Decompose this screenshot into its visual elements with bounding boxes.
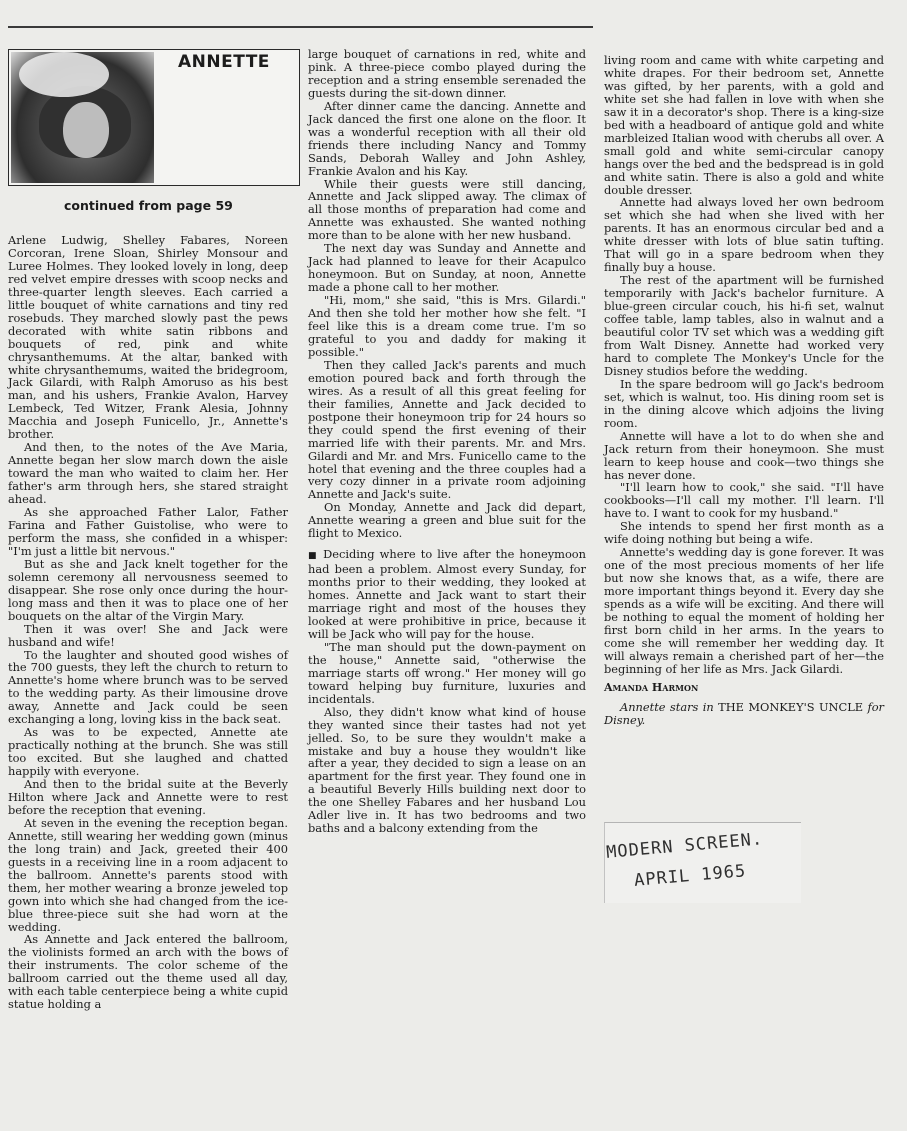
paragraph: Also, they didn't know what kind of house they wanted since their tastes had not yet jelled. So, to be sure they wouldn't make a mistake and buy a house they wouldn't like after a year, they decided to sign a lease on an apartment for the first year. They found one in a beautiful Beverly Hills building next door to the one Shelley Fabares and her husband Lou Adler live in. It has two bedrooms and two baths and a balcony extending from the <box>308 704 586 836</box>
paragraph: "Hi, mom," she said, "this is Mrs. Gilardi." And then she told her mother how she felt. "I feel like this is a dream come true. I'm so grateful to you and daddy for making it possible." <box>308 293 586 359</box>
credit-tail: for Disney. <box>604 699 885 727</box>
paragraph: Then it was over! She and Jack were husband and wife! <box>8 621 288 649</box>
article-title: ANNETTE <box>178 52 270 72</box>
handwritten-date: APRIL 1965 <box>633 861 748 891</box>
paragraph: As she approached Father Lalor, Father Farina and Father Guistolise, who were to perform the mass, she confided in a whisper: "I'm just a little bit nervous." <box>8 505 288 558</box>
credit-italic: Annette stars in <box>620 699 714 714</box>
credit-line <box>604 701 884 727</box>
paragraph: She intends to spend her first month as a wife doing nothing but being a wife. <box>604 519 884 547</box>
byline: Amanda Harmon <box>604 680 699 694</box>
paragraph: While their guests were still dancing, Annette and Jack slipped away. The climax of all those months of preparation had come and Annette was exhausted. She wanted nothing more than to be alone with her new husband. <box>308 176 586 243</box>
paragraph: And then, to the notes of the Ave Maria, Annette began her slow march down the aisle toward the man who waited to claim her. Her father's arm through hers, she stared straight ahead. <box>8 440 288 507</box>
paragraph: Annette had always loved her own bedroom set which she had when she lived with her parents. It has an enormous circular bed and a white dresser with lots of blue satin tufting. That will go in a spare bedroom when they finally buy a house. <box>604 195 884 275</box>
top-rule <box>8 26 593 28</box>
credit-title: THE MONKEY'S UNCLE <box>718 699 864 714</box>
paragraph: On Monday, Annette and Jack did depart, Annette wearing a green and blue suit for the flight to Mexico. <box>308 500 586 541</box>
paragraph: Arlene Ludwig, Shelley Fabares, Noreen Corcoran, Irene Sloan, Shirley Monsour and Luree Holmes. They looked lovely in long, deep red velvet empire dresses with scoop necks and three-quarter length sleeves. Each carried a little bouquet of white carnations and tiny red rosebuds. They marched slowly past the pews decorated with white satin ribbons and bouquets of red, pink and white chrysanthemums. At the altar, banked with white chrysanthemums, waited the bridegroom, Jack Gilardi, with Ralph Amoruso as his best man, and his ushers, Frankie Avalon, Harvey Lembeck, Ted Witzer, Frank Alesia, Johnny Macchia and Joseph Funicello, Jr., Annette's brother. <box>8 233 288 442</box>
handwritten-source: MODERN SCREEN. <box>605 829 764 863</box>
paragraph: And then to the bridal suite at the Beverly Hilton where Jack and Annette were to rest before the reception that evening. <box>8 777 288 817</box>
paragraph: Annette will have a lot to do when she and Jack return from their honeymoon. She must learn to keep house and cook—two things she has never done. <box>604 428 884 482</box>
column-middle <box>308 48 586 835</box>
column-right <box>604 54 884 727</box>
paragraph: Annette's wedding day is gone forever. It was one of the most precious moments of her life but now she knows that, as a wife, there are more important things beyond it. Every day she spends as a wife will be exciting. And there will be nothing to equal the moment of holding her first born child in her arms. In the years to come she will remember her wedding day. It will always remain a cherished part of her—the beginning of her life as Mrs. Jack Gilardi. <box>604 545 884 676</box>
paragraph: large bouquet of carnations in red, white and pink. A three-piece combo played during the reception and a string ensemble serenaded the guests during the sit-down dinner. <box>308 47 586 100</box>
paragraph: "I'll learn how to cook," she said. "I'll have cookbooks—I'll call my mother. I'll learn. I'll have to. I want to cook for my husband." <box>604 480 884 521</box>
paragraph: To the laughter and shouted good wishes of the 700 guests, they left the church to return to Annette's home where brunch was to be served to the wedding party. As their limousine drove away, Annette and Jack could be seen exchanging a long, loving kiss in the back seat. <box>8 647 288 727</box>
paragraph: At seven in the evening the reception began. Annette, still wearing her wedding gown (minus the long train) and Jack, greeted their 400 guests in a receiving line in a room adjacent to the ballroom. Annette's parents stood with them, her mother wearing a bronze jeweled top gown into which she had changed from the ice-blue three-piece suit she had worn at the wedding. <box>8 815 288 934</box>
continued-from-label: continued from page 59 <box>64 198 233 213</box>
paragraph: The next day was Sunday and Annette and Jack had planned to leave for their Acapulco honeymoon. But on Sunday, at noon, Annette made a phone call to her mother. <box>308 241 586 295</box>
section-paragraph <box>308 548 586 641</box>
paragraph: As was to be expected, Annette ate practically nothing at the brunch. She was still too excited. But she laughed and chatted happily with everyone. <box>8 725 288 779</box>
column-left <box>8 234 288 1011</box>
paragraph: In the spare bedroom will go Jack's bedroom set, which is walnut, too. His dining room set is in the dining alcove which adjoins the living room. <box>604 376 884 430</box>
paragraph: After dinner came the dancing. Annette and Jack danced the first one alone on the floor. It was a wonderful reception with all their old friends there including Nancy and Tommy Sands, Deborah Walley and John Ashley, Frankie Avalon and his Kay. <box>308 98 586 178</box>
paragraph: As Annette and Jack entered the ballroom, the violinists formed an arch with the bows of their instruments. The color scheme of the ballroom carried out the theme used all day, with each table centerpiece being a white cupid statue holding a <box>8 932 288 1012</box>
paragraph: living room and came with white carpeting and white drapes. For their bedroom set, Annette was gifted, by her parents, with a gold and white set she had fallen in love with when she saw it in a decorator's shop. There is a king-size bed with a headboard of antique gold and white marbleized Italian wood with cherubs all over. A small gold and white semi-circular canopy hangs over the bed and the bedspread is in gold and white satin. There is also a gold and white double dresser. <box>604 53 884 197</box>
annette-photo <box>11 52 154 183</box>
paragraph: "The man should put the down-payment on the house," Annette said, "otherwise the marriage starts off wrong." Her money will go toward helping buy furniture, luxuries and incidentals. <box>308 639 586 706</box>
paragraph: But as she and Jack knelt together for the solemn ceremony all nervousness seemed to disappear. She rose only once during the hour-long mass and then it was to place one of her bouquets on the altar of the Virgin Mary. <box>8 556 288 623</box>
paragraph-text: Deciding where to live after the honeymoon had been a problem. Almost every Sunday, for months prior to their wedding, they looked at homes. Annette and Jack want to start their marriage right and most of the houses they looked at were prohibitive in price, because it will be Jack who will pay for the house. <box>308 547 586 641</box>
paragraph: Then they called Jack's parents and much emotion poured back and forth through the wires. As a result of all this great feeling for their families, Annette and Jack decided to postpone their honeymoon trip for 24 hours so they could spend the first evening of their married life with their parents. Mr. and Mrs. Gilardi and Mr. and Mrs. Funicello came to the hotel that evening and the three couples had a very cozy dinner in a private room adjoining Annette and Jack's suite. <box>308 357 586 502</box>
paragraph: The rest of the apartment will be furnished temporarily with Jack's bachelor furniture. A blue-green circular couch, his hi-fi set, walnut coffee table, lamp tables, also in walnut and a beautiful color TV set which was a wedding gift from Walt Disney. Annette had worked very hard to complete The Monkey's Uncle for the Disney studios before the wedding. <box>604 273 884 378</box>
section-marker: ■ <box>308 551 318 562</box>
